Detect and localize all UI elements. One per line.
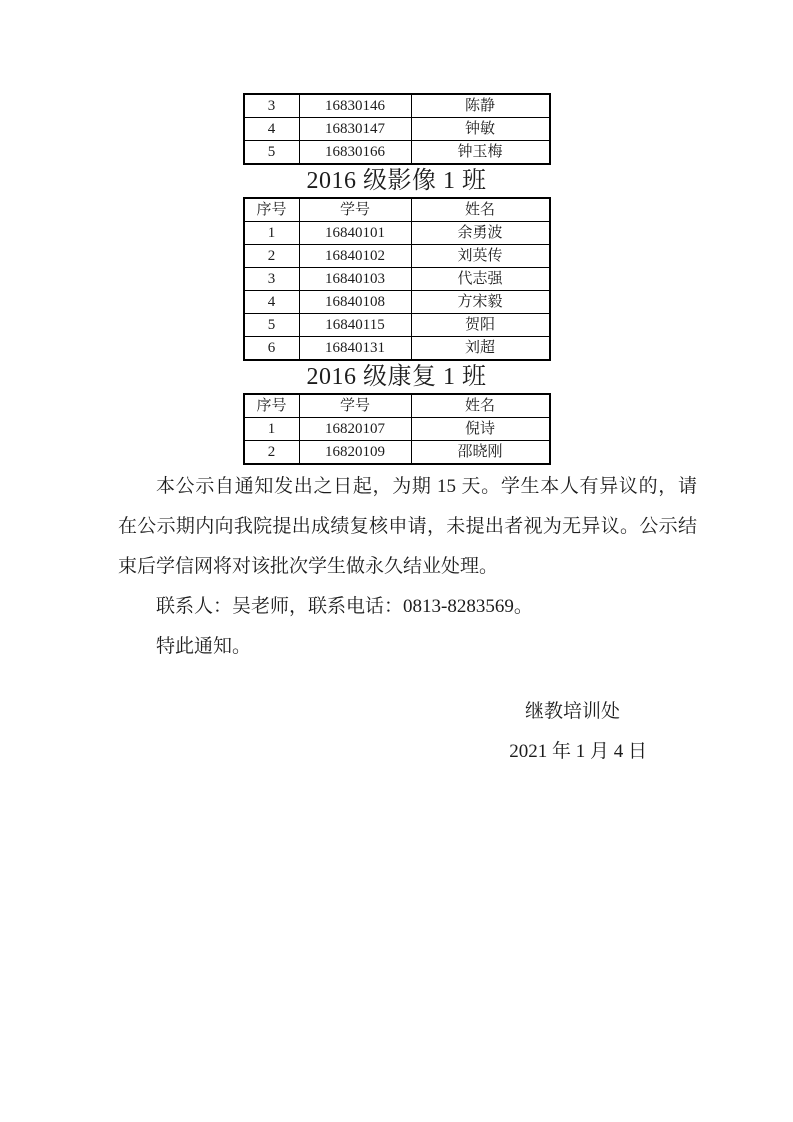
table-header-cell: 序号 xyxy=(244,198,300,222)
table-row xyxy=(244,268,550,291)
roster-table-imaging xyxy=(243,197,551,361)
table-header-cell: 学号 xyxy=(299,394,411,418)
table-cell: 刘英传 xyxy=(411,245,550,268)
table-cell: 16840101 xyxy=(299,222,411,245)
table-cell: 16840115 xyxy=(299,314,411,337)
table-row xyxy=(244,245,550,268)
table-cell: 方宋毅 xyxy=(411,291,550,314)
table-cell: 16830147 xyxy=(299,118,411,141)
table-cell: 6 xyxy=(244,337,300,361)
table-cell: 余勇波 xyxy=(411,222,550,245)
table-cell: 16820109 xyxy=(299,441,411,465)
table-cell: 邵晓刚 xyxy=(411,441,550,465)
table-row xyxy=(244,291,550,314)
table-cell: 16840103 xyxy=(299,268,411,291)
table-cell: 16840102 xyxy=(299,245,411,268)
roster-table-continued xyxy=(243,93,551,165)
table-cell: 2 xyxy=(244,245,300,268)
table-cell: 5 xyxy=(244,314,300,337)
table-cell: 5 xyxy=(244,141,300,165)
table-row xyxy=(244,314,550,337)
table-row xyxy=(244,94,550,118)
table-header-row xyxy=(244,394,550,418)
table-cell: 1 xyxy=(244,418,300,441)
notice-body xyxy=(118,467,697,667)
table-cell: 贺阳 xyxy=(411,314,550,337)
table-row xyxy=(244,337,550,361)
table-header-row xyxy=(244,198,550,222)
table-row xyxy=(244,441,550,465)
roster-table-rehab xyxy=(243,393,551,465)
table-cell: 钟玉梅 xyxy=(411,141,550,165)
table-row xyxy=(244,222,550,245)
table-cell: 16830146 xyxy=(299,94,411,118)
table-cell: 刘超 xyxy=(411,337,550,361)
table-cell: 16830166 xyxy=(299,141,411,165)
contact-line: 联系人：吴老师，联系电话：0813-8283569。 xyxy=(156,596,533,617)
signature-date: 2021 年 1 月 4 日 xyxy=(509,741,647,762)
table-header-cell: 姓名 xyxy=(411,394,550,418)
table-cell: 16840108 xyxy=(299,291,411,314)
table-header-cell: 姓名 xyxy=(411,198,550,222)
table-cell: 倪诗 xyxy=(411,418,550,441)
table-cell: 钟敏 xyxy=(411,118,550,141)
table-cell: 4 xyxy=(244,118,300,141)
table-cell: 16820107 xyxy=(299,418,411,441)
class-title-rehab: 2016 级康复 1 班 xyxy=(306,364,487,390)
table-cell: 陈静 xyxy=(411,94,550,118)
table-header-cell: 序号 xyxy=(244,394,300,418)
table-cell: 3 xyxy=(244,268,300,291)
signature-block xyxy=(0,692,793,772)
table-cell: 4 xyxy=(244,291,300,314)
closing-line: 特此通知。 xyxy=(156,636,252,657)
table-row xyxy=(244,141,550,165)
table-cell: 3 xyxy=(244,94,300,118)
notice-paragraph: 本公示自通知发出之日起，为期 15 天。学生本人有异议的，请在公示期内向我院提出成绩复核申请，未提出者视为无异议。公示结束后学信网将对该批次学生做永久结业处理。 xyxy=(118,476,697,577)
table-header-cell: 学号 xyxy=(299,198,411,222)
table-cell: 1 xyxy=(244,222,300,245)
table-row xyxy=(244,418,550,441)
class-title-imaging: 2016 级影像 1 班 xyxy=(306,168,487,194)
signature-department: 继教培训处 xyxy=(524,701,620,722)
table-cell: 2 xyxy=(244,441,300,465)
table-cell: 16840131 xyxy=(299,337,411,361)
table-cell: 代志强 xyxy=(411,268,550,291)
table-row xyxy=(244,118,550,141)
